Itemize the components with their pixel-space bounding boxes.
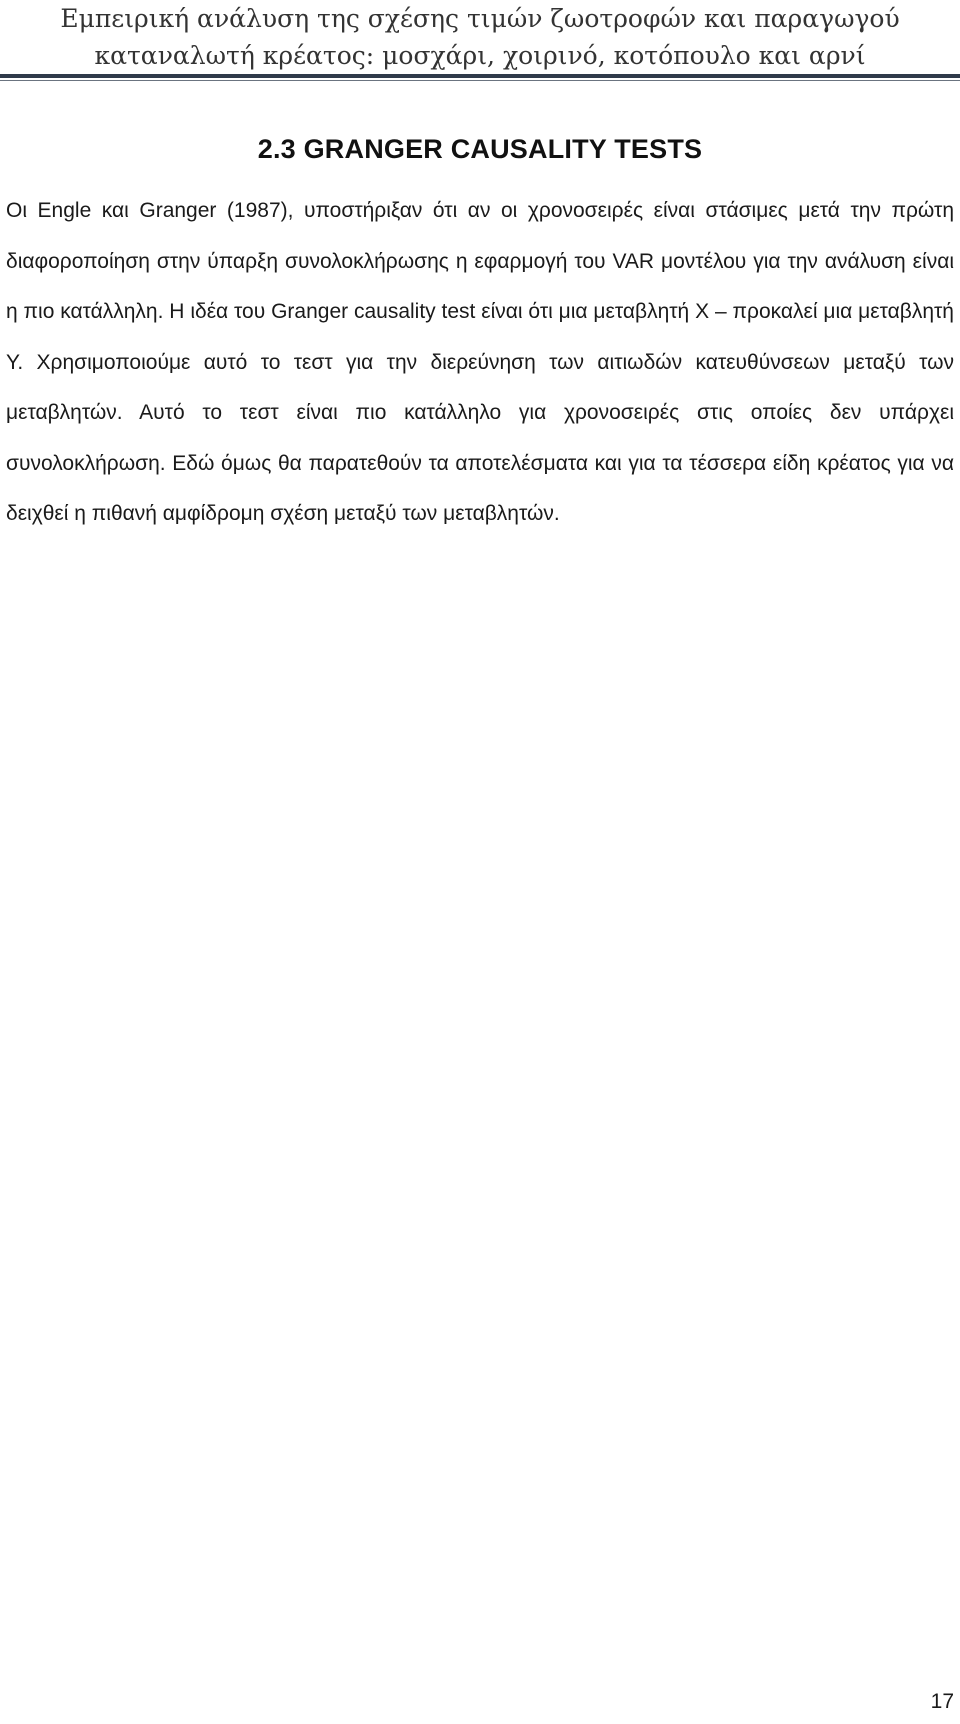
running-header-line-2: καταναλωτή κρέατος: μοσχάρι, χοιρινό, κοτόπουλο και αρνί	[94, 41, 866, 70]
running-header	[0, 0, 960, 74]
page-number: 17	[930, 1690, 954, 1713]
header-rule	[0, 74, 960, 78]
running-header-line-1: Εμπειρική ανάλυση της σχέσης τιμών ζωοτροφών και παραγωγού	[60, 4, 900, 33]
body-text	[6, 186, 954, 540]
section-title: 2.3 GRANGER CAUSALITY TESTS	[257, 134, 703, 165]
body-paragraph: Οι Engle και Granger (1987), υποστήριξαν ότι αν οι χρονοσειρές είναι στάσιμες μετά την πρώτη διαφοροποίηση στην ύπαρξη συνολοκλήρωσης η εφαρμογή του VAR μοντέλου για την ανάλυση είναι η πιο κατάλληλη. Η ιδέα του Granger causality test είναι ότι μια μεταβλητή Χ – προκαλεί μια μεταβλητή Υ. Χρησιμοποιούμε αυτό το τεστ για την διερεύνηση των αιτιωδών κατευθύνσεων μεταξύ των μεταβλητών. Αυτό το τεστ είναι πιο κατάλληλο για χρονοσειρές στις οποίες δεν υπάρχει συνολοκλήρωση. Εδώ όμως θα παρατεθούν τα αποτελέσματα και για τα τέσσερα είδη κρέατος για να δειχθεί η πιθανή αμφίδρομη σχέση μεταξύ των μεταβλητών.	[6, 199, 954, 525]
header-rule-thin	[0, 80, 960, 81]
